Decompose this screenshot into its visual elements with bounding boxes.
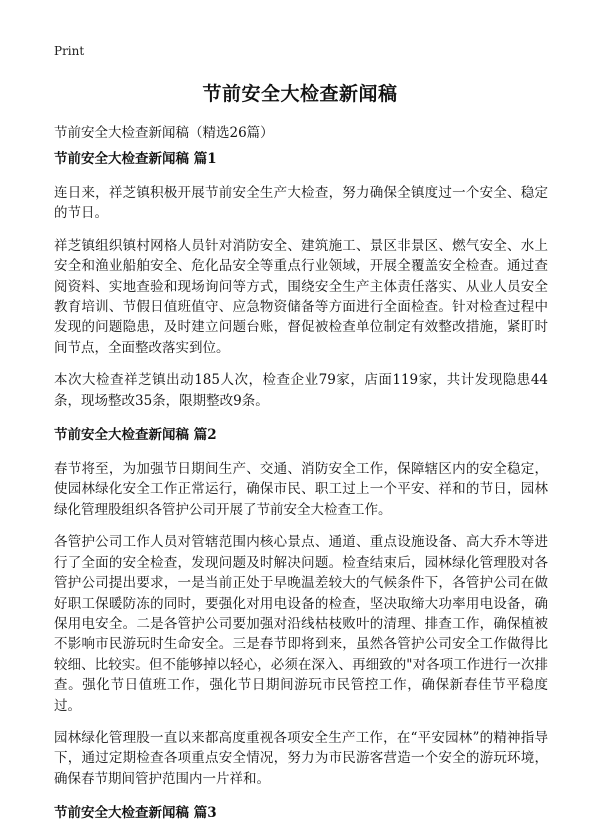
article-content <box>54 149 548 823</box>
section-heading-2: 节前安全大检查新闻稿 篇2 <box>54 427 217 444</box>
paragraph: 春节将至，为加强节日期间生产、交通、消防安全工作，保障辖区内的安全稳定，使园林绿化安全工作正常运行，确保市民、职工过上一个平安、祥和的节日，园林绿化管理股组织各管护公司开展了节前安全大检查工作。 <box>54 461 548 518</box>
paragraph: 各管护公司工作人员对管辖范围内核心景点、通道、重点设施设备、高大乔木等进行了全面的安全检查，发现问题及时解决问题。检查结束后，园林绿化管理股对各管护公司提出要求，一是当前正处于早晚温差较大的气候条件下，各管护公司在做好职工保暖防冻的同时，要强化对用电设备的检查，坚决取缔大功率用电设备，确保用电安全。二是各管护公司要加强对沿线枯枝败叶的清理、排查工作，确保植被不影响市民游玩时生命安全。三是春节即将到来，虽然各管护公司安全工作做得比较细、比较实。但不能够掉以轻心，必须在深入、再细致的"对各项工作进行一次排查。强化节日值班工作，强化节日期间游玩市民管控工作，确保新春佳节平稳度过。 <box>54 534 548 714</box>
paragraph: 园林绿化管理股一直以来都高度重视各项安全生产工作，在“平安园林”的精神指导下，通过定期检查各项重点安全情况，努力为市民游客营造一个安全的游玩环境，确保春节期间管护范围内一片祥和。 <box>54 729 548 787</box>
document-subtitle: 节前安全大检查新闻稿（精选26篇） <box>54 125 274 141</box>
print-link[interactable]: Print <box>54 44 85 58</box>
paragraph: 连日来，祥芝镇积极开展节前安全生产大检查，努力确保全镇度过一个安全、稳定的节日。 <box>54 185 548 222</box>
section-heading-1: 节前安全大检查新闻稿 篇1 <box>54 151 217 167</box>
section-heading-3: 节前安全大检查新闻稿 篇3 <box>54 805 217 822</box>
paragraph: 祥芝镇组织镇村网格人员针对消防安全、建筑施工、景区非景区、燃气安全、水上安全和渔业船舶安全、危化品安全等重点行业领域，开展全覆盖安全检查。通过查阅资料、实地查验和现场询问等方式，围绕安全生产主体责任落实、从业人员安全教育培训、节假日值班值守、应急物资储备等方面进行全面检查。针对检查过程中发现的问题隐患，及时建立问题台账，督促被检查单位制定有效整改措施，紧盯时间节点，全面整改落实到位。 <box>54 237 548 356</box>
page-title: 节前安全大检查新闻稿 <box>202 83 398 105</box>
paragraph: 本次大检查祥芝镇出动185人次，检查企业79家，店面119家，共计发现隐患44条，现场整改35条，限期整改9条。 <box>54 372 548 409</box>
